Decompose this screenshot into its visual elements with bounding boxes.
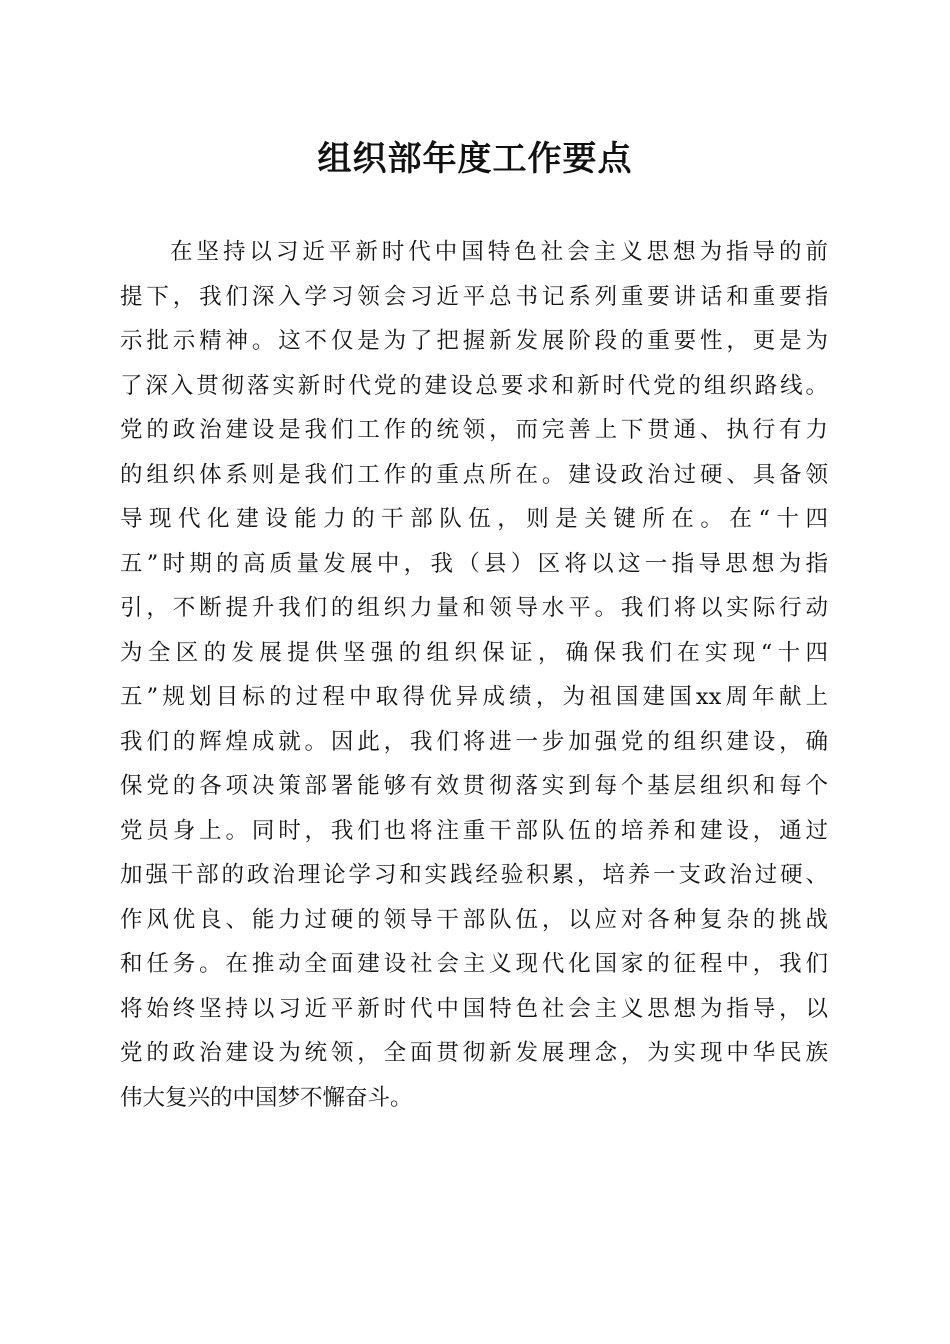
paragraph-line: 加强干部的政治理论学习和实践经验积累，培养一支政治过硬、 bbox=[120, 862, 828, 888]
paragraph-line: 的组织体系则是我们工作的重点所在。建设政治过硬、具备领 bbox=[120, 461, 828, 488]
paragraph-line: 了深入贯彻落实新时代党的建设总要求和新时代党的组织路线。 bbox=[120, 372, 828, 399]
paragraph-line: 党的政治建设是我们工作的统领，而完善上下贯通、执行有力 bbox=[120, 417, 828, 443]
paragraph-line: 我们的辉煌成就。因此，我们将进一步加强党的组织建设，确 bbox=[120, 728, 828, 755]
page-title: 组织部年度工作要点 bbox=[317, 139, 633, 179]
paragraph-line: 党的政治建设为统领，全面贯彻新发展理念，为实现中华民族 bbox=[120, 1040, 828, 1066]
paragraph-line: 和任务。在推动全面建设社会主义现代化国家的征程中，我们 bbox=[120, 951, 828, 977]
paragraph-line: 在坚持以习近平新时代中国特色社会主义思想为指导的前 bbox=[170, 239, 828, 265]
paragraph-line: 保党的各项决策部署能够有效贯彻落实到每个基层组织和每个 bbox=[120, 773, 828, 799]
paragraph-line: 党员身上。同时，我们也将注重干部队伍的培养和建设，通过 bbox=[120, 817, 828, 844]
paragraph-line: 提下，我们深入学习领会习近平总书记系列重要讲话和重要指 bbox=[120, 283, 828, 310]
paragraph-line: 引，不断提升我们的组织力量和领导水平。我们将以实际行动 bbox=[120, 595, 828, 621]
paragraph-line: 五”规划目标的过程中取得优异成绩，为祖国建国xx周年献上 bbox=[120, 684, 828, 710]
paragraph-line: 示批示精神。这不仅是为了把握新发展阶段的重要性，更是为 bbox=[120, 328, 828, 354]
body-paragraph bbox=[120, 230, 828, 1120]
paragraph-line: 为全区的发展提供坚强的组织保证，确保我们在实现“十四 bbox=[120, 639, 828, 666]
paragraph-line: 导现代化建设能力的干部队伍，则是关键所在。在“十四 bbox=[120, 506, 828, 532]
paragraph-line: 五”时期的高质量发展中，我（县）区将以这一指导思想为指 bbox=[120, 550, 828, 577]
paragraph-line: 作风优良、能力过硬的领导干部队伍，以应对各种复杂的挑战 bbox=[120, 906, 828, 933]
paragraph-line: 伟大复兴的中国梦不懈奋斗。 bbox=[120, 1084, 413, 1111]
paragraph-line: 将始终坚持以习近平新时代中国特色社会主义思想为指导，以 bbox=[120, 995, 828, 1022]
